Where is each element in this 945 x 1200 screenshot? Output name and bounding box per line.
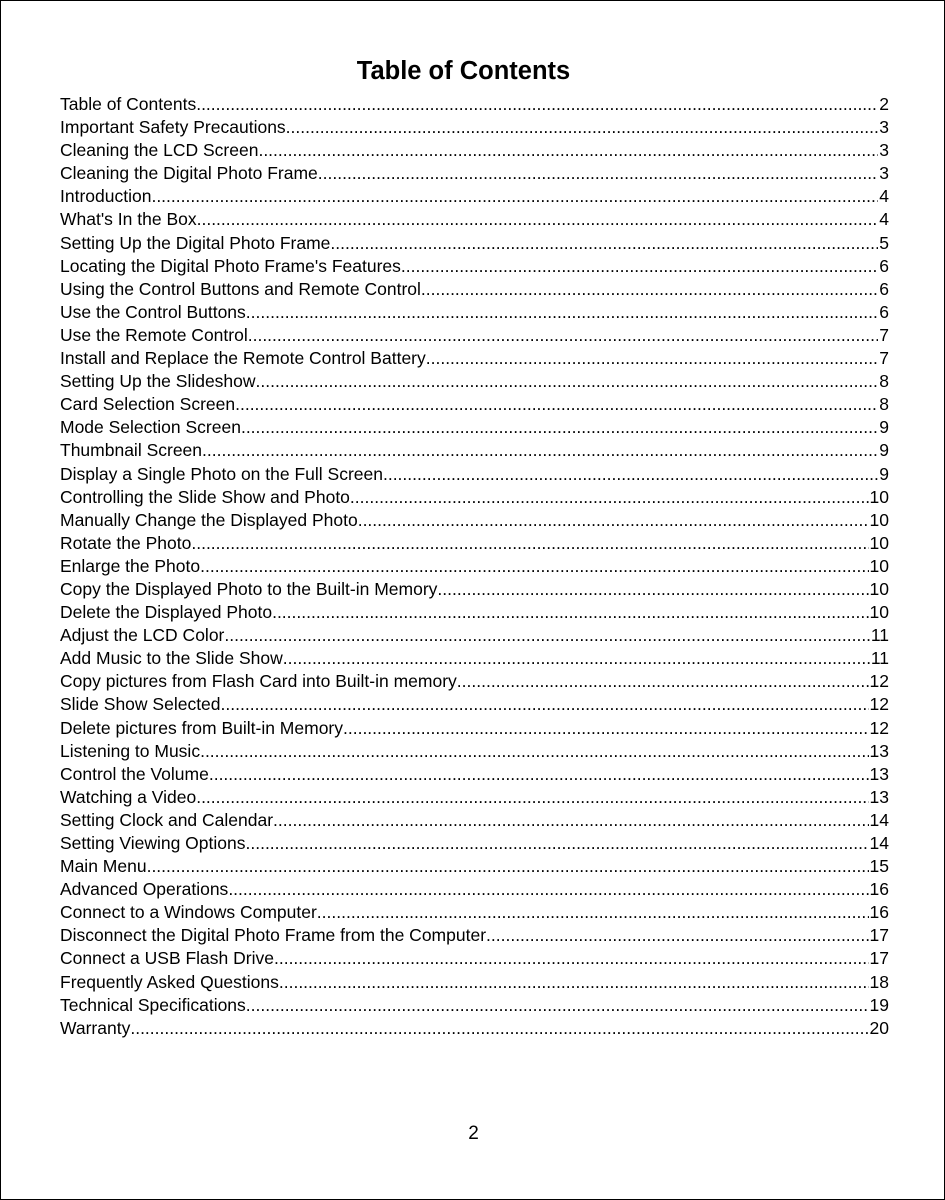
toc-dot-leader [248, 324, 879, 347]
toc-entry-label: Warranty [60, 1017, 131, 1038]
toc-entry-label: Install and Replace the Remote Control Battery [60, 348, 426, 369]
toc-entry[interactable] [60, 855, 889, 878]
toc-dot-leader [358, 509, 869, 532]
toc-entry[interactable] [60, 208, 889, 231]
toc-entry-page: 5 [879, 232, 889, 253]
toc-dot-leader [246, 301, 878, 324]
toc-dot-leader [221, 693, 869, 716]
toc-entry-page: 10 [869, 578, 889, 599]
toc-entry-label: Controlling the Slide Show and Photo [60, 486, 350, 507]
page-title: Table of Contents [356, 57, 571, 85]
toc-entry[interactable] [60, 416, 889, 439]
toc-entry[interactable] [60, 324, 889, 347]
toc-entry-page: 10 [869, 486, 889, 507]
toc-entry[interactable] [60, 1017, 889, 1040]
toc-dot-leader [130, 1017, 868, 1040]
toc-entry[interactable] [60, 578, 889, 601]
toc-entry-page: 7 [879, 324, 889, 345]
toc-entry-label: Main Menu [60, 856, 147, 877]
toc-entry[interactable] [60, 139, 889, 162]
toc-entry-label: Slide Show Selected [60, 694, 221, 715]
toc-entry-page: 13 [869, 786, 889, 807]
toc-entry-label: Table of Contents [60, 94, 197, 114]
toc-entry-page: 4 [879, 186, 889, 207]
toc-dot-leader [272, 601, 868, 624]
toc-entry-label: Delete pictures from Built-in Memory [60, 717, 343, 738]
toc-entry[interactable] [60, 994, 889, 1017]
toc-dot-leader [200, 740, 868, 763]
toc-entry[interactable] [60, 555, 889, 578]
toc-entry-label: Copy the Displayed Photo to the Built-in Memory [60, 578, 438, 599]
toc-dot-leader [437, 578, 868, 601]
toc-entry-label: Frequently Asked Questions [60, 971, 279, 992]
toc-dot-leader [196, 786, 868, 809]
toc-entry-page: 10 [869, 509, 889, 530]
page-number: 2 [468, 1123, 479, 1144]
toc-entry-page: 12 [869, 671, 889, 692]
toc-dot-leader [426, 347, 879, 370]
toc-entry-label: Listening to Music [60, 740, 201, 761]
toc-entry[interactable] [60, 162, 889, 185]
toc-dot-leader [197, 208, 879, 231]
toc-entry-label: Add Music to the Slide Show [60, 648, 283, 669]
toc-entry-label: Enlarge the Photo [60, 555, 201, 576]
toc-entry[interactable] [60, 971, 889, 994]
toc-entry-label: Display a Single Photo on the Full Screen [60, 463, 383, 484]
toc-entry[interactable] [60, 740, 889, 763]
toc-entry-label: Control the Volume [60, 763, 209, 784]
toc-entry[interactable] [60, 947, 889, 970]
toc-entry-label: Technical Specifications [60, 994, 246, 1015]
toc-entry-page: 3 [879, 140, 889, 161]
toc-entry-page: 12 [869, 717, 889, 738]
toc-dot-leader [200, 555, 868, 578]
toc-entry-page: 6 [879, 255, 889, 276]
toc-entry[interactable] [60, 670, 889, 693]
toc-entry-page: 17 [869, 925, 889, 946]
toc-entry-label: Copy pictures from Flash Card into Built-in memory [60, 671, 457, 692]
toc-dot-leader [235, 393, 878, 416]
toc-entry-page: 2 [879, 94, 889, 114]
toc-dot-leader [330, 232, 878, 255]
toc-entry-page: 13 [869, 763, 889, 784]
toc-dot-leader [283, 647, 870, 670]
toc-dot-leader [457, 670, 869, 693]
toc-entry-label: Connect to a Windows Computer [60, 902, 317, 923]
toc-dot-leader [202, 439, 878, 462]
toc-entry-label: Locating the Digital Photo Frame's Features [60, 255, 401, 276]
toc-entry-page: 17 [869, 948, 889, 969]
toc-entry-page: 16 [869, 879, 889, 900]
toc-entry[interactable] [60, 301, 889, 324]
toc-entry-page: 7 [879, 348, 889, 369]
toc-entry-label: Using the Control Buttons and Remote Control [60, 278, 421, 299]
toc-entry-page: 6 [879, 301, 889, 322]
toc-entry[interactable] [60, 763, 889, 786]
toc-entry-page: 4 [879, 209, 889, 230]
toc-entry-label: Disconnect the Digital Photo Frame from the Computer [60, 925, 487, 946]
toc-entry-label: Rotate the Photo [60, 532, 192, 553]
toc-entry[interactable] [60, 832, 889, 855]
toc-entry[interactable] [60, 717, 889, 740]
toc-entry-label: Connect a USB Flash Drive [60, 948, 274, 969]
toc-entry[interactable] [60, 786, 889, 809]
toc-entry[interactable] [60, 878, 889, 901]
toc-entry-page: 14 [869, 809, 889, 830]
toc-dot-leader [401, 255, 878, 278]
toc-dot-leader [147, 855, 869, 878]
toc-dot-leader [209, 763, 869, 786]
toc-entry-label: Mode Selection Screen [60, 417, 241, 438]
toc-entry-label: Important Safety Precautions [60, 117, 286, 138]
toc-entry-label: Setting Up the Slideshow [60, 371, 256, 392]
toc-dot-leader [224, 624, 869, 647]
toc-entry-page: 19 [869, 994, 889, 1015]
toc-entry-page: 8 [879, 394, 889, 415]
toc-dot-leader [383, 463, 878, 486]
toc-entry[interactable] [60, 439, 889, 462]
toc-entry[interactable] [60, 509, 889, 532]
toc-dot-leader [286, 116, 879, 139]
toc-entry[interactable] [60, 370, 889, 393]
toc-entry-label: Setting Clock and Calendar [60, 809, 274, 830]
toc-entry[interactable] [60, 463, 889, 486]
toc-entry-label: What's In the Box [60, 209, 197, 230]
toc-entry-label: Watching a Video [60, 786, 197, 807]
toc-entry-page: 3 [879, 117, 889, 138]
toc-entry-label: Cleaning the Digital Photo Frame [60, 163, 318, 184]
toc-entry[interactable] [60, 601, 889, 624]
toc-dot-leader [228, 878, 868, 901]
toc-entry-label: Cleaning the LCD Screen [60, 140, 259, 161]
toc-entry-label: Advanced Operations [60, 879, 229, 900]
toc-entry-label: Setting Up the Digital Photo Frame [60, 232, 331, 253]
toc-entry-label: Introduction [60, 186, 152, 207]
toc-dot-leader [241, 416, 878, 439]
toc-entry[interactable] [60, 185, 889, 208]
toc-entry-label: Manually Change the Displayed Photo [60, 509, 358, 530]
toc-entry-page: 13 [869, 740, 889, 761]
toc-entry-label: Thumbnail Screen [60, 440, 203, 461]
toc-dot-leader [350, 486, 869, 509]
toc-entry[interactable] [60, 532, 889, 555]
toc-entry[interactable] [60, 647, 889, 670]
toc-dot-leader [258, 139, 878, 162]
toc-entry-page: 9 [879, 440, 889, 461]
toc-entry[interactable] [60, 116, 889, 139]
toc-dot-leader [246, 994, 869, 1017]
toc-entry[interactable] [60, 486, 889, 509]
toc-list [60, 93, 889, 1040]
toc-entry[interactable] [60, 278, 889, 301]
toc-dot-leader [256, 370, 879, 393]
toc-entry-label: Setting Viewing Options [60, 833, 246, 853]
toc-entry-page: 11 [870, 648, 889, 669]
toc-dot-leader [343, 717, 869, 740]
toc-entry-label: Use the Control Buttons [60, 301, 246, 322]
toc-dot-leader [273, 809, 868, 832]
toc-entry[interactable] [60, 693, 889, 716]
toc-dot-leader [279, 971, 869, 994]
toc-dot-leader [196, 93, 878, 116]
toc-entry-label: Delete the Displayed Photo [60, 602, 273, 623]
toc-entry[interactable] [60, 924, 889, 947]
toc-entry-page: 12 [869, 694, 889, 715]
toc-entry-page: 10 [869, 555, 889, 576]
toc-dot-leader [318, 162, 878, 185]
toc-entry[interactable] [60, 255, 889, 278]
toc-entry[interactable] [60, 901, 889, 924]
toc-entry-page: 6 [879, 278, 889, 299]
toc-entry[interactable] [60, 809, 889, 832]
toc-entry[interactable] [60, 93, 889, 116]
toc-entry-page: 8 [879, 371, 889, 392]
toc-entry-label: Adjust the LCD Color [60, 625, 225, 646]
toc-dot-leader [486, 924, 869, 947]
toc-entry-page: 10 [869, 602, 889, 623]
toc-dot-leader [246, 832, 869, 855]
toc-dot-leader [191, 532, 868, 555]
toc-entry[interactable] [60, 393, 889, 416]
toc-entry-page: 11 [870, 625, 889, 646]
toc-entry-page: 16 [869, 902, 889, 923]
toc-entry-label: Card Selection Screen [60, 394, 236, 415]
toc-entry-page: 9 [879, 417, 889, 438]
toc-entry[interactable] [60, 347, 889, 370]
toc-entry-page: 15 [869, 856, 889, 877]
toc-entry-label: Use the Remote Control [60, 324, 248, 345]
toc-dot-leader [421, 278, 878, 301]
toc-entry-page: 14 [869, 833, 889, 853]
toc-dot-leader [317, 901, 869, 924]
toc-entry[interactable] [60, 624, 889, 647]
toc-dot-leader [274, 947, 869, 970]
toc-entry-page: 18 [869, 971, 889, 992]
toc-dot-leader [151, 185, 878, 208]
toc-entry-page: 20 [869, 1017, 889, 1038]
toc-entry[interactable] [60, 232, 889, 255]
toc-entry-page: 3 [879, 163, 889, 184]
toc-entry-page: 10 [869, 532, 889, 553]
toc-entry-page: 9 [879, 463, 889, 484]
